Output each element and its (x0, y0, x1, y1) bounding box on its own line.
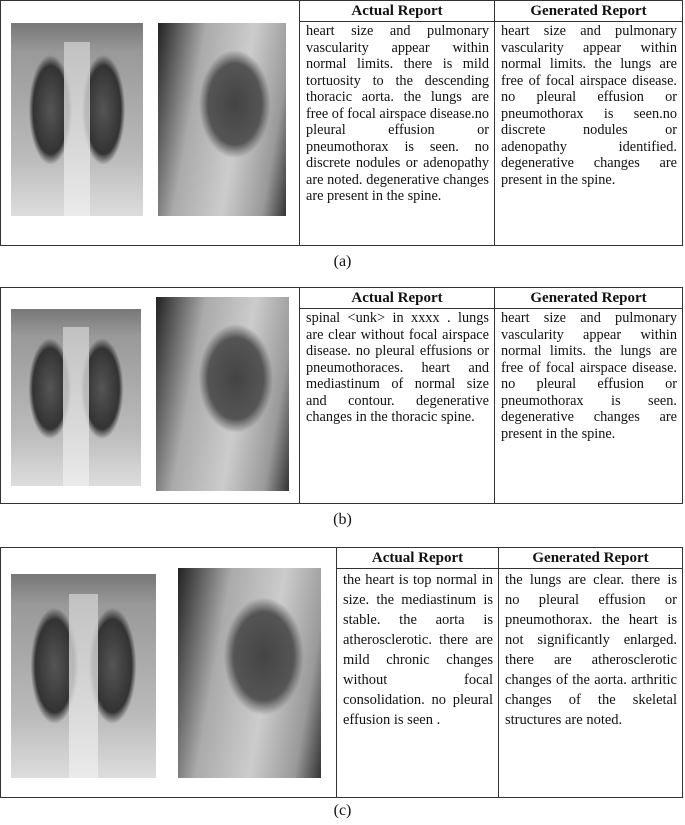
generated-report-header: Generated Report (495, 288, 682, 309)
caption-b: (b) (333, 511, 352, 528)
panel-b (0, 287, 683, 504)
generated-report-text: the lungs are clear. there is no pleural effusion or pneumothorax. the heart is not significantly enlarged. there are atherosclerotic changes of the aorta. arthritic changes of the skeletal structures are noted. (505, 572, 677, 728)
caption-a: (a) (333, 253, 352, 270)
frontal-xray (11, 23, 143, 216)
generated-report-column (494, 1, 682, 245)
frontal-xray (11, 574, 156, 778)
lateral-xray (156, 297, 289, 491)
actual-report-column (336, 548, 498, 797)
panel-a (0, 0, 683, 246)
frontal-xray (11, 309, 141, 486)
caption-c: (c) (333, 802, 352, 819)
actual-report-text: the heart is top normal in size. the mediastinum is stable. the aorta is atherosclerotic. there are mild chronic changes without focal consolidation. no pleural effusion is seen . (343, 572, 493, 728)
actual-report-text: spinal <unk> in xxxx . lungs are clear without focal airspace disease. no pleural effusions or pneumothoraces. heart and mediastinum of normal size and contour. degenerative changes in the thoracic spine. (306, 310, 489, 425)
actual-report-column (299, 288, 494, 503)
panel-c (0, 547, 683, 798)
lateral-xray (178, 568, 321, 778)
generated-report-header: Generated Report (499, 548, 682, 569)
generated-report-text: heart size and pulmonary vascularity appear within normal limits. the lungs are free of focal airspace disease. no pleural effusion or pneumothorax is seen. degenerative changes are present in the spine. (501, 310, 677, 442)
actual-report-header: Actual Report (300, 288, 494, 309)
generated-report-column (494, 288, 682, 503)
xray-images (1, 288, 299, 503)
xray-images (1, 548, 336, 797)
actual-report-column (299, 1, 494, 245)
generated-report-column (498, 548, 682, 797)
generated-report-text: heart size and pulmonary vascularity appear within normal limits. the lungs are free of focal airspace disease. no pleural effusion or pneumothorax is seen.no discrete nodules or adenopathy identified. degenerative changes are present in the spine. (501, 23, 677, 188)
generated-report-header: Generated Report (495, 1, 682, 22)
xray-images (1, 1, 299, 245)
actual-report-header: Actual Report (300, 1, 494, 22)
actual-report-text: heart size and pulmonary vascularity appear within normal limits. there is mild tortuosity to the descending thoracic aorta. the lungs are free of focal airspace disease.no pleural effusion or pneumothorax is seen. no discrete nodules or adenopathy are noted. degenerative changes are present in the spine. (306, 23, 489, 204)
actual-report-header: Actual Report (337, 548, 498, 569)
lateral-xray (158, 23, 286, 216)
